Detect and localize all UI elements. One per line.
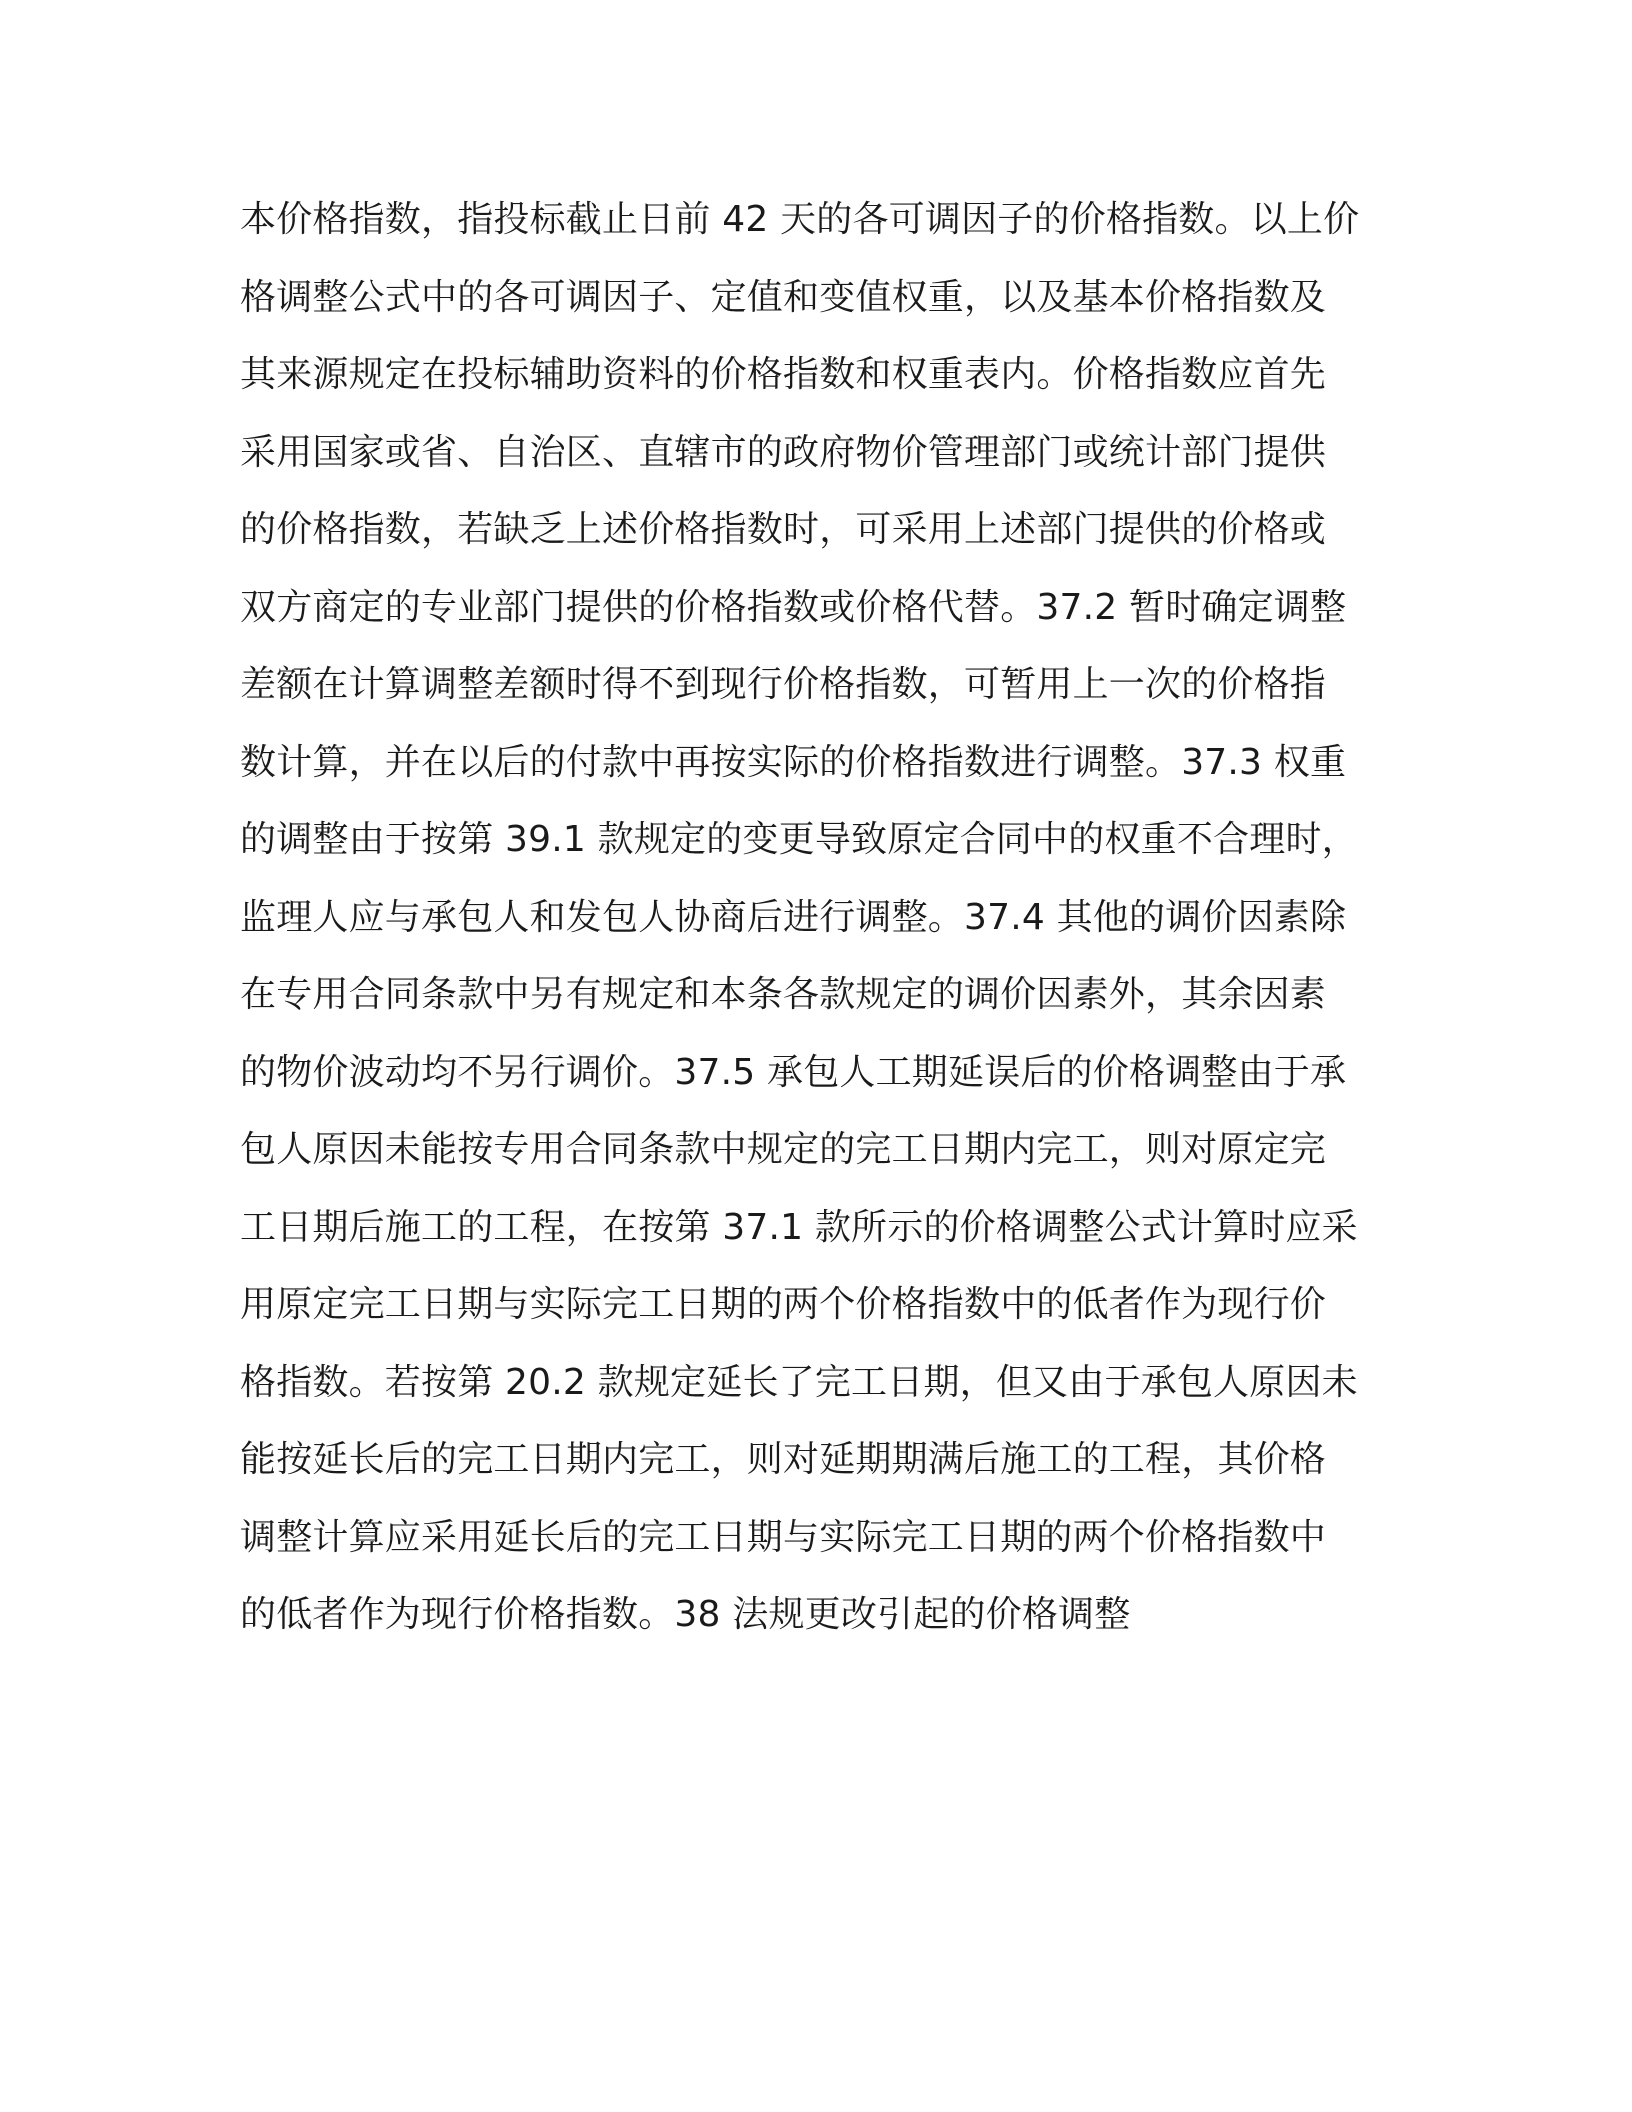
text-line: 在专用合同条款中另有规定和本条各款规定的调价因素外，其余因素: [240, 974, 1327, 1015]
text-line: 本价格指数，指投标截止日前 42 天的各可调因子的价格指数。以上价: [240, 199, 1360, 240]
text-line: 差额在计算调整差额时得不到现行价格指数，可暂用上一次的价格指: [240, 664, 1327, 705]
text-line: 采用国家或省、自治区、直辖市的政府物价管理部门或统计部门提供: [240, 431, 1327, 473]
text-line: 其来源规定在投标辅助资料的价格指数和权重表内。价格指数应首先: [240, 354, 1327, 395]
body-text: [240, 190, 1410, 1663]
text-line: 包人原因未能按专用合同条款中规定的完工日期内完工，则对原定完: [240, 1129, 1327, 1170]
text-line: 双方商定的专业部门提供的价格指数或价格代替。37.2 暂时确定调整: [240, 586, 1347, 628]
text-line: 数计算，并在以后的付款中再按实际的价格指数进行调整。37.3 权重: [240, 741, 1347, 783]
text-line: 监理人应与承包人和发包人协商后进行调整。37.4 其他的调价因素除: [240, 896, 1347, 938]
text-line: 的物价波动均不另行调价。37.5 承包人工期延误后的价格调整由于承: [240, 1051, 1347, 1093]
text-line: 调整计算应采用延长后的完工日期与实际完工日期的两个价格指数中: [240, 1516, 1327, 1558]
text-line: 工日期后施工的工程，在按第 37.1 款所示的价格调整公式计算时应采: [240, 1206, 1358, 1248]
text-line: 能按延长后的完工日期内完工，则对延期期满后施工的工程，其价格: [240, 1439, 1327, 1480]
text-line: 用原定完工日期与实际完工日期的两个价格指数中的低者作为现行价: [240, 1284, 1327, 1325]
text-line: 的价格指数，若缺乏上述价格指数时，可采用上述部门提供的价格或: [240, 509, 1327, 550]
text-line: 的调整由于按第 39.1 款规定的变更导致原定合同中的权重不合理时，: [240, 819, 1358, 860]
text-line: 的低者作为现行价格指数。38 法规更改引起的价格调整: [240, 1594, 1131, 1635]
text-line: 格调整公式中的各可调因子、定值和变值权重，以及基本价格指数及: [240, 276, 1327, 318]
text-line: 格指数。若按第 20.2 款规定延长了完工日期，但又由于承包人原因未: [240, 1361, 1358, 1403]
